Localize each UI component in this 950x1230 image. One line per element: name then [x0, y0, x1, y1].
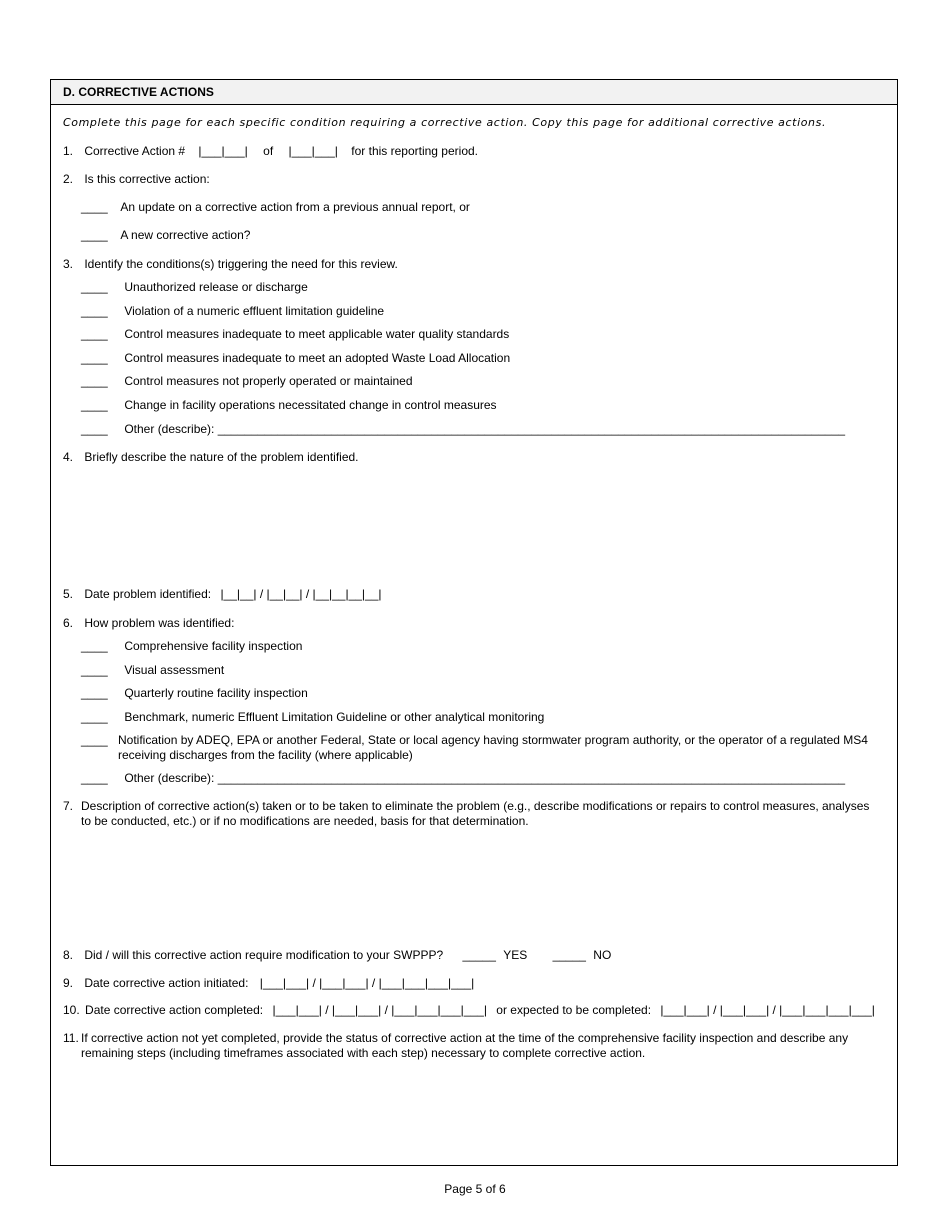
corrective-actions-form	[50, 79, 898, 1166]
option-label: Control measures inadequate to meet applicable water quality standards	[124, 327, 510, 341]
checkbox-blank[interactable]: ____	[81, 686, 108, 700]
other-describe-field[interactable]: Other (describe): ______________________________________________________________________________________________	[124, 771, 846, 785]
question-label: If corrective action not yet completed, provide the status of corrective action at the time of the comprehensive facility inspection and describe any remaining steps (including timeframes associated with each step) necessary to complete corrective action.	[81, 1031, 849, 1060]
option-label: A new corrective action?	[120, 228, 251, 242]
corrective-action-description-area[interactable]	[81, 836, 881, 941]
date-initiated-field[interactable]: |___|___| / |___|___| / |___|___|___|___|	[259, 976, 475, 990]
question-7	[63, 799, 81, 813]
question-label: Briefly describe the nature of the problem identified.	[84, 450, 359, 464]
condition-option	[81, 374, 413, 388]
question-label: Did / will this corrective action require modification to your SWPPP?	[84, 948, 444, 962]
checkbox-blank[interactable]: ____	[81, 639, 108, 653]
condition-option-other	[81, 422, 845, 436]
date-problem-identified-field[interactable]: |__|__| / |__|__| / |__|__|__|__|	[220, 587, 382, 601]
question-label: Description of corrective action(s) taken or to be taken to eliminate the problem (e.g., describe modifications or repairs to control measures, analyses to be conducted, etc.) or if no modifications are needed, basis for that determination.	[81, 799, 870, 828]
yes-blank[interactable]: _____	[462, 948, 496, 962]
other-describe-field[interactable]: Other (describe): ______________________________________________________________________________________________	[124, 422, 846, 436]
no-label: NO	[593, 948, 612, 962]
question-label: How problem was identified:	[84, 616, 235, 630]
yes-label: YES	[503, 948, 528, 962]
question-3	[63, 257, 398, 271]
question-label: Corrective Action #	[84, 144, 186, 158]
checkbox-blank[interactable]: ____	[81, 398, 108, 412]
option-label: Quarterly routine facility inspection	[124, 686, 308, 700]
identification-option	[81, 710, 544, 724]
question-number: 2.	[63, 172, 74, 186]
question-number: 4.	[63, 450, 74, 464]
condition-option	[81, 304, 384, 318]
question-number: 7.	[63, 799, 74, 813]
question-number: 1.	[63, 144, 74, 158]
question-5	[63, 587, 382, 601]
option-label: Change in facility operations necessitated change in control measures	[124, 398, 497, 412]
expected-completion-label: or expected to be completed:	[496, 1003, 652, 1017]
option-label: Control measures inadequate to meet an adopted Waste Load Allocation	[124, 351, 511, 365]
question-number: 8.	[63, 948, 74, 962]
question-label: Date corrective action completed:	[85, 1003, 264, 1017]
identification-option-other	[81, 771, 845, 785]
question-11	[63, 1031, 79, 1045]
question-number: 10.	[63, 1003, 80, 1017]
checkbox-blank[interactable]: ____	[81, 327, 108, 341]
status-description-area[interactable]	[81, 1068, 881, 1158]
checkbox-blank[interactable]: ____	[81, 710, 108, 724]
corrective-action-number-field[interactable]: |___|___|	[198, 144, 248, 158]
option-label: Benchmark, numeric Effluent Limitation Guideline or other analytical monitoring	[124, 710, 545, 724]
question-number: 6.	[63, 616, 74, 630]
option-label: Visual assessment	[124, 663, 225, 677]
question-number: 5.	[63, 587, 74, 601]
page-number: Page 5 of 6	[444, 1182, 506, 1196]
reporting-period-label: for this reporting period.	[351, 144, 478, 158]
question-8	[63, 948, 611, 962]
checkbox-blank[interactable]: ____	[81, 374, 108, 388]
option-new-action	[81, 228, 250, 242]
date-completed-field[interactable]: |___|___| / |___|___| / |___|___|___|___|	[272, 1003, 487, 1017]
date-expected-field[interactable]: |___|___| / |___|___| / |___|___|___|___|	[660, 1003, 875, 1017]
checkbox-blank[interactable]: ____	[81, 733, 108, 747]
identification-option	[81, 733, 111, 747]
condition-option	[81, 327, 509, 341]
checkbox-blank[interactable]: ____	[81, 422, 108, 436]
no-blank[interactable]: _____	[552, 948, 586, 962]
checkbox-blank[interactable]: ____	[81, 771, 108, 785]
question-2	[63, 172, 210, 186]
option-label: Control measures not properly operated or maintained	[124, 374, 413, 388]
identification-option	[81, 663, 224, 677]
question-9	[63, 976, 474, 990]
checkbox-blank[interactable]: ____	[81, 228, 108, 242]
question-number: 9.	[63, 976, 74, 990]
checkbox-blank[interactable]: ____	[81, 280, 108, 294]
option-label: An update on a corrective action from a previous annual report, or	[120, 200, 470, 214]
checkbox-blank[interactable]: ____	[81, 351, 108, 365]
question-number: 11.	[63, 1031, 79, 1045]
corrective-action-total-field[interactable]: |___|___|	[288, 144, 338, 158]
option-label: Notification by ADEQ, EPA or another Federal, State or local agency having stormwater program authority, or the operator of a regulated MS4 receiving discharges from the facility (where applicable)	[118, 733, 868, 762]
identification-option	[81, 639, 302, 653]
condition-option	[81, 398, 497, 412]
option-label: Unauthorized release or discharge	[124, 280, 308, 294]
question-label: Date corrective action initiated:	[84, 976, 249, 990]
question-label: Is this corrective action:	[84, 172, 210, 186]
condition-option	[81, 351, 510, 365]
section-intro: Complete this page for each specific condition requiring a corrective action. Copy this page for additional corrective actions.	[63, 116, 827, 129]
question-1	[63, 144, 478, 158]
option-update-previous	[81, 200, 470, 214]
identification-option	[81, 686, 308, 700]
checkbox-blank[interactable]: ____	[81, 304, 108, 318]
checkbox-blank[interactable]: ____	[81, 663, 108, 677]
question-10	[63, 1003, 875, 1017]
question-6	[63, 616, 234, 630]
question-4	[63, 450, 359, 464]
checkbox-blank[interactable]: ____	[81, 200, 108, 214]
section-title: D. CORRECTIVE ACTIONS	[51, 80, 897, 105]
option-label: Comprehensive facility inspection	[124, 639, 303, 653]
condition-option	[81, 280, 308, 294]
of-label: of	[263, 144, 274, 158]
option-label: Violation of a numeric effluent limitation guideline	[124, 304, 385, 318]
question-label: Date problem identified:	[84, 587, 212, 601]
problem-description-area[interactable]	[81, 470, 881, 580]
question-label: Identify the conditions(s) triggering the need for this review.	[84, 257, 398, 271]
question-number: 3.	[63, 257, 74, 271]
